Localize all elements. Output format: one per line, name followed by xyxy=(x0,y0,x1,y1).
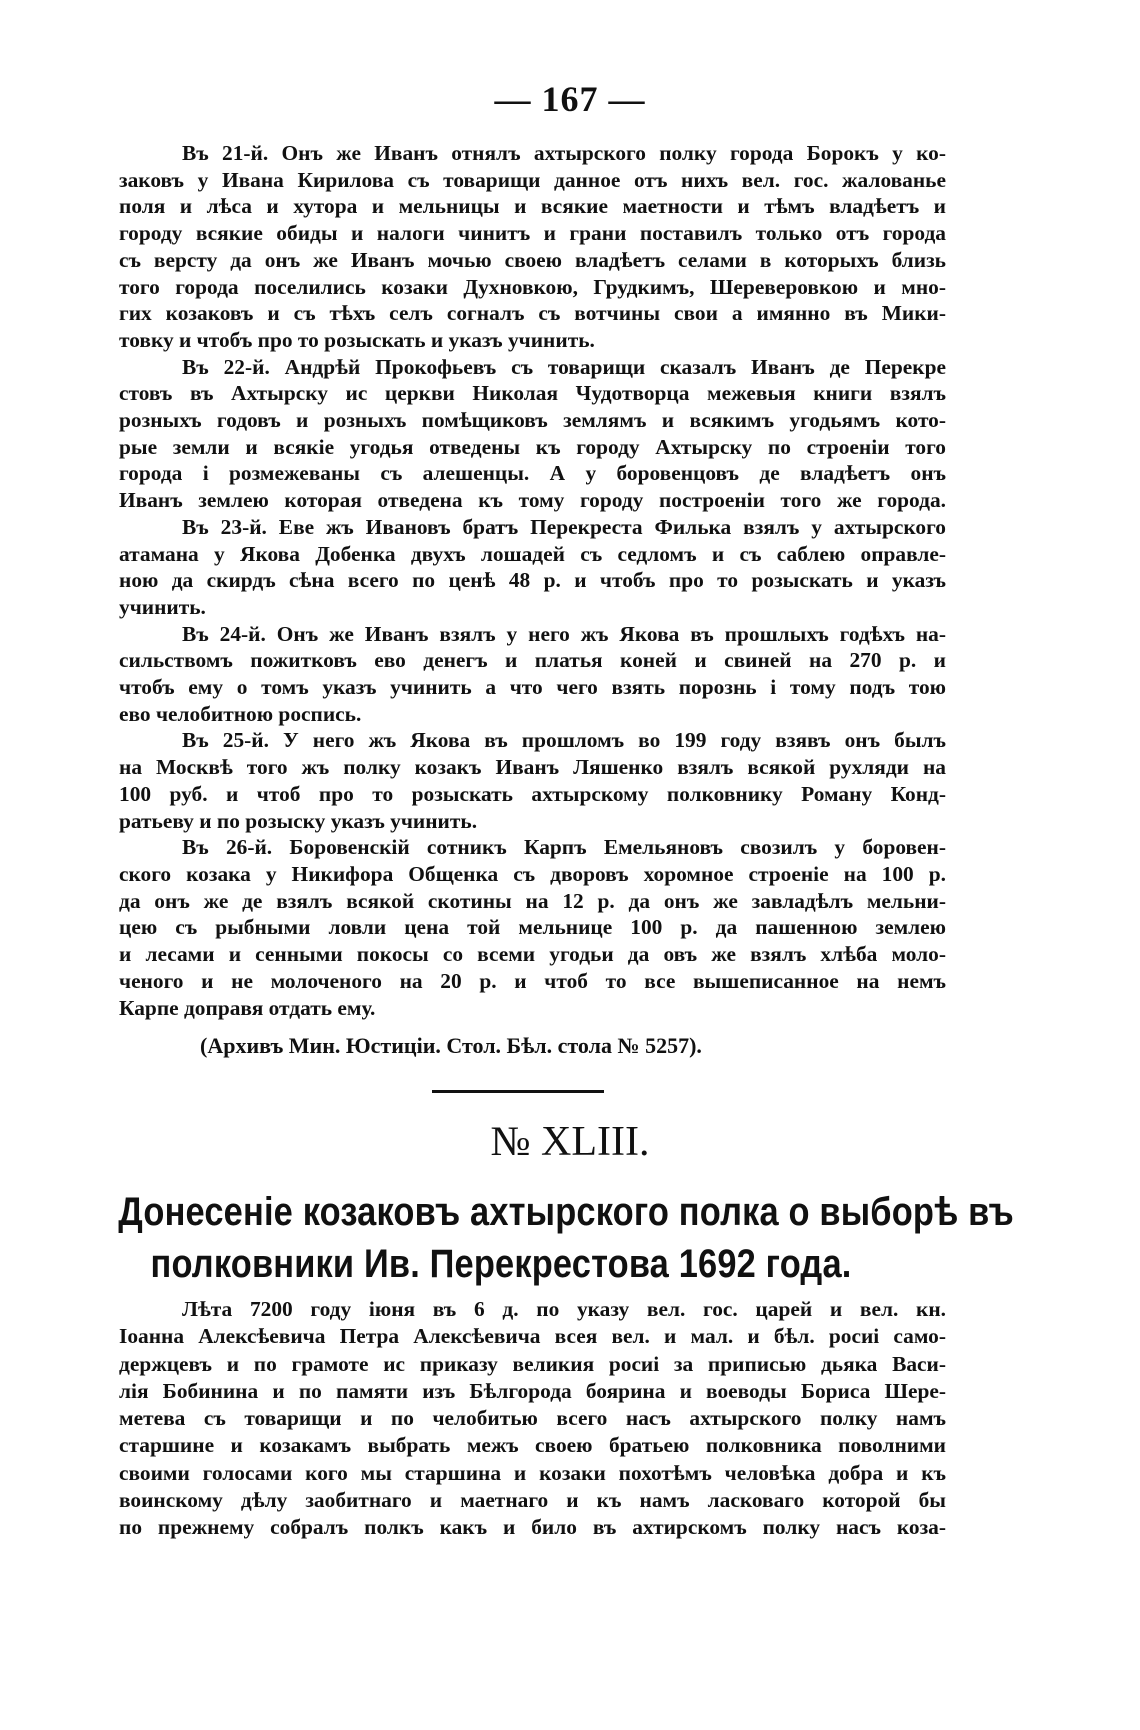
archive-reference: (Архивъ Мин. Юстицiи. Стол. Бѣл. стола № 5257). xyxy=(200,1033,702,1058)
text-line: товку и чтобъ про то розыскать и указъ учинить. xyxy=(119,327,595,352)
document-title-line: полковники Ив. Перекрестова 1692 года. xyxy=(150,1242,852,1286)
document-body-top xyxy=(56,140,946,1021)
text-line: старшине и козакамъ выбрать межъ своею братьею полковника поволними xyxy=(119,1433,946,1458)
paragraph-26 xyxy=(56,834,946,1021)
paragraph-22 xyxy=(56,354,946,514)
text-line: заковъ у Ивана Кирилова съ товарищи данное отъ нихъ вел. гос. жалованье xyxy=(119,167,946,192)
text-line: Карпе доправя отдать ему. xyxy=(119,995,376,1020)
text-line: города i розмежеваны съ алешенцы. А у боровенцовъ де владѣетъ онъ xyxy=(119,461,946,486)
paragraph-intro xyxy=(56,1296,946,1542)
text-line: да онъ же де взялъ всякой скотины на 12 р. да онъ же завладѣлъ мельни- xyxy=(119,888,946,913)
text-line: учинить. xyxy=(119,594,206,619)
text-line: своими голосами кого мы старшина и козаки похотѣмъ человѣка добра и къ xyxy=(119,1460,946,1485)
page-number: — 167 — xyxy=(494,79,646,119)
text-line: того города поселились козаки Духновкою, Грудкимъ, Шереверовкою и мно- xyxy=(119,274,946,299)
text-line: атамана у Якова Добенка двухъ лошадей съ седломъ и съ саблею оправле- xyxy=(119,541,946,566)
document-body-bottom xyxy=(56,1296,946,1542)
text-line: Iоанна Алексѣевича Петра Алексѣевича всея вел. и мал. и бѣл. росиi само- xyxy=(119,1324,946,1349)
text-line: стовъ въ Ахтырску ис церкви Николая Чудотворца межевыя книги взялъ xyxy=(119,381,946,406)
text-line: на Москвѣ того жъ полку козакъ Иванъ Ляшенко взялъ всякой рухляди на xyxy=(119,755,946,780)
text-line: городу всякие обиды и налоги чинитъ и грани поставилъ только отъ города xyxy=(119,221,946,246)
text-line: воинскому дѣлу заобитнаго и маетнаго и къ намъ ласковаго которой бы xyxy=(119,1488,946,1513)
text-line: рые земли и всякiе угодья отведены къ городу Ахтырску по строенiи того xyxy=(119,434,946,459)
text-line: сильствомъ пожитковъ ево денегъ и платья коней и свиней на 270 р. и xyxy=(119,648,946,673)
text-line: Въ 22-й. Андрѣй Прокофьевъ съ товарищи сказалъ Иванъ де Перекре xyxy=(182,354,946,379)
text-line: Лѣта 7200 году iюня въ 6 д. по указу вел. гос. царей и вел. кн. xyxy=(182,1297,946,1321)
text-line: Въ 21-й. Онъ же Иванъ отнялъ ахтырского полку города Борокъ у ко- xyxy=(182,141,946,165)
document-title xyxy=(118,1186,1014,1290)
text-line: и лесами и сенными покосы со всеми угодьи да овъ же взялъ хлѣба моло- xyxy=(119,942,946,967)
text-line: Въ 25-й. У него жъ Якова въ прошломъ во 199 году взявъ онъ былъ xyxy=(182,728,946,753)
text-line: Въ 24-й. Онъ же Иванъ взялъ у него жъ Якова въ прошлыхъ годѣхъ на- xyxy=(182,621,946,646)
text-line: лiя Бобинина и по памяти изъ Бѣлгорода боярина и воеводы Бориса Шере- xyxy=(119,1378,946,1403)
paragraph-25 xyxy=(56,727,946,834)
text-line: съ версту да онъ же Иванъ мочью своею владѣетъ селами в которыхъ близь xyxy=(119,247,946,272)
document-title-line: Донесенiе козаковъ ахтырского полка о выборѣ въ xyxy=(118,1190,1014,1234)
text-line: по прежнему собралъ полкъ какъ и било въ ахтирскомъ полку насъ коза- xyxy=(119,1515,946,1540)
section-divider xyxy=(432,1090,604,1093)
text-line: ною да скирдъ сѣна всего по ценѣ 48 р. и чтобъ про то розыскать и указъ xyxy=(119,568,946,593)
document-number: № XLIII. xyxy=(490,1119,650,1165)
paragraph-21 xyxy=(56,140,946,354)
text-line: Иванъ землею которая отведена къ тому городу построенiи того же города. xyxy=(119,488,946,513)
text-line: держцевъ и по грамоте ис приказу великия росиi за приписью дьяка Васи- xyxy=(119,1351,946,1376)
text-line: Въ 26-й. Боровенскiй сотникъ Карпъ Емельяновъ свозилъ у боровен- xyxy=(182,835,946,860)
text-line: Въ 23-й. Еве жъ Ивановъ братъ Перекреста Филька взялъ у ахтырского xyxy=(182,514,946,539)
text-line: 100 руб. и чтоб про то розыскать ахтырскому полковнику Роману Конд- xyxy=(119,781,946,806)
text-line: ратьеву и по розыску указъ учинить. xyxy=(119,808,478,833)
text-line: гих козаковъ и съ тѣхъ селъ согналъ съ вотчины свои а имянно въ Мики- xyxy=(119,301,946,326)
text-line: чтобъ ему о томъ указъ учинить а что чего взять порознь i тому подъ тою xyxy=(119,675,946,700)
paragraph-23 xyxy=(56,514,946,621)
text-line: ченого и не молоченого на 20 р. и чтоб то все вышеписанное на немъ xyxy=(119,968,946,993)
text-line: метева съ товарищи и по челобитью всего насъ ахтырского полку намъ xyxy=(119,1406,946,1431)
paragraph-24 xyxy=(56,621,946,728)
text-line: цею съ рыбными ловли цена той мельнице 100 р. да пашенною землею xyxy=(119,915,946,940)
text-line: ского козака у Никифора Общенка съ дворовъ хоромное строенiе на 100 р. xyxy=(119,861,946,886)
text-line: поля и лѣса и хутора и мельницы и всякие маетности и тѣмъ владѣетъ и xyxy=(119,194,946,219)
text-line: ево челобитною роспись. xyxy=(119,701,362,726)
text-line: розныхъ годовъ и розныхъ помѣщиковъ землямъ и всякимъ угодьямъ кото- xyxy=(119,408,946,433)
